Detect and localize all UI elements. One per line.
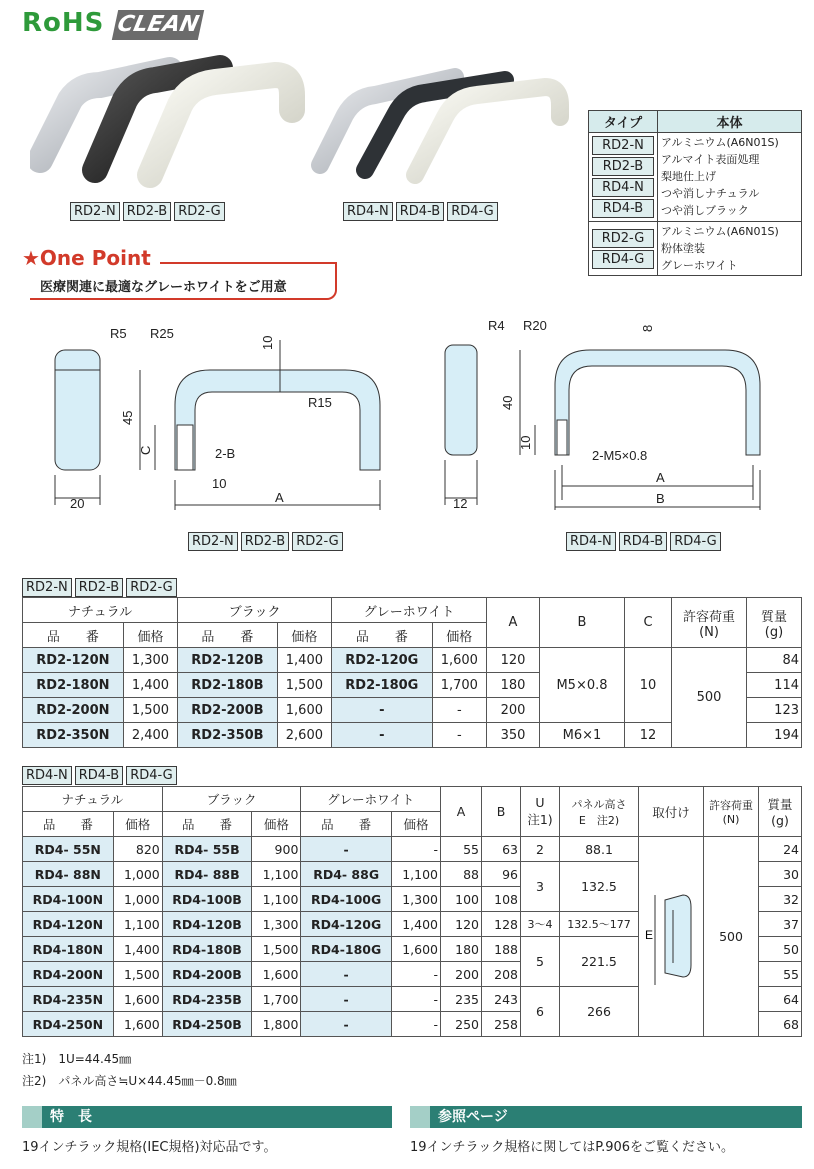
rd4-price-table <box>22 786 802 1037</box>
col-b: B <box>540 598 625 648</box>
col-load: 許容荷重 (N) <box>672 598 747 648</box>
col-a: A <box>487 598 540 648</box>
note-1: 注1) 1U=44.45㎜ <box>22 1052 132 1066</box>
rd4-drawing-labels <box>566 530 724 551</box>
col-price: 価格 <box>252 812 301 837</box>
spec-body-line: アルマイト表面処理 <box>661 153 760 166</box>
rohs-logo: RoHS <box>22 8 105 38</box>
code-label: RD2-B <box>241 532 289 551</box>
handle-mount-icon <box>643 875 699 995</box>
code-label: RD2-B <box>75 578 123 597</box>
dim-45: 45 <box>120 410 135 425</box>
table-row: RD4-250N 1,600 RD4-250B 1,800 - - 250 258 68 <box>23 1012 802 1037</box>
one-point-title: ★One Point <box>22 246 151 270</box>
rd2-product-photo <box>30 50 310 200</box>
spec-type: RD2-B <box>592 157 654 176</box>
table-row: RD4- 55N 820 RD4- 55B 900 - - 55 63 2 88.1 E 500 24 <box>23 837 802 862</box>
rd2-drawing-labels <box>188 530 346 551</box>
dim-m5: 2-M5×0.8 <box>592 448 648 463</box>
col-price: 価格 <box>391 812 440 837</box>
spec-type: RD2-N <box>592 136 654 155</box>
spec-type: RD4-G <box>592 250 654 269</box>
col-price: 価格 <box>123 623 177 648</box>
col-price: 価格 <box>277 623 331 648</box>
code-label: RD4-G <box>447 202 498 221</box>
rd2-front-view <box>175 370 380 470</box>
dim-10: 10 <box>260 335 275 350</box>
dim-2b: 2-B <box>215 446 236 461</box>
code-label: RD2-N <box>188 532 238 551</box>
rd2-price-table <box>22 597 802 748</box>
code-label: RD4-N <box>22 766 72 785</box>
col-u: U 注1) <box>521 787 560 837</box>
table-row: RD2-350N 2,400 RD2-350B 2,600 - - 350 M6×1 12 194 <box>23 723 802 748</box>
features-text: 19インチラック規格(IEC規格)対応品です。 <box>22 1140 277 1155</box>
dim-r15: R15 <box>308 395 332 410</box>
spec-type: RD4-B <box>592 199 654 218</box>
table-row: RD4-120N 1,100 RD4-120B 1,300 RD4-120G 1,400 120 128 3～4 132.5～177 37 <box>23 912 802 937</box>
clean-logo: CLEAN <box>112 10 204 40</box>
col-a: A <box>441 787 482 837</box>
rd4-product-photo <box>305 55 575 195</box>
table-row: RD2-180N 1,400 RD2-180B 1,500 RD2-180G 1,700 180 114 <box>23 673 802 698</box>
table-row: RD4-100N 1,000 RD4-100B 1,100 RD4-100G 1,300 100 108 32 <box>23 887 802 912</box>
mount-diagram <box>639 837 704 1037</box>
col-grey: グレーホワイト <box>332 598 487 623</box>
material-spec-table <box>588 110 802 276</box>
col-price: 価格 <box>432 623 486 648</box>
col-pn: 品 番 <box>23 812 114 837</box>
rd4-side-view <box>445 345 477 455</box>
dim-c: C <box>138 445 153 455</box>
rd4-front-view <box>555 350 760 455</box>
spec-body-line: 梨地仕上げ <box>661 170 716 183</box>
code-label: RD2-N <box>70 202 120 221</box>
dim-r5: R5 <box>110 326 127 341</box>
rd4-table-labels <box>22 764 180 785</box>
col-black: ブラック <box>178 598 332 623</box>
col-pn: 品 番 <box>178 623 278 648</box>
code-label: RD4-G <box>670 532 721 551</box>
spec-body-line: 粉体塗装 <box>661 242 705 255</box>
code-label: RD4-B <box>619 532 667 551</box>
dim-12: 12 <box>453 496 468 511</box>
dim-8: 8 <box>640 324 655 332</box>
code-label: RD4-N <box>343 202 393 221</box>
table-row: RD4- 88N 1,000 RD4- 88B 1,100 RD4- 88G 1,100 88 96 3 132.5 30 <box>23 862 802 887</box>
reference-header: 参照ページ <box>410 1106 802 1128</box>
col-mount: 取付け <box>639 787 704 837</box>
dim-r20: R20 <box>523 318 547 333</box>
code-label: RD4-N <box>566 532 616 551</box>
col-pn: 品 番 <box>301 812 391 837</box>
table-row: RD2-200N 1,500 RD2-200B 1,600 - - 200 123 <box>23 698 802 723</box>
dim-20: 20 <box>70 496 85 511</box>
code-label: RD4-B <box>396 202 444 221</box>
code-label: RD2-N <box>22 578 72 597</box>
code-label: RD4-B <box>75 766 123 785</box>
dim-a: A <box>656 470 665 485</box>
spec-header-body: 本体 <box>658 111 802 133</box>
dim-40: 40 <box>500 395 515 410</box>
col-mass: 質量 (g) <box>759 787 802 837</box>
features-header: 特 長 <box>22 1106 392 1128</box>
dim-10-bottom: 10 <box>212 476 227 491</box>
col-panel: パネル高さ E 注2) <box>560 787 639 837</box>
col-grey: グレーホワイト <box>301 787 441 812</box>
rd4-dimension-drawing <box>420 310 780 520</box>
col-pn: 品 番 <box>162 812 252 837</box>
rd2-dimension-drawing <box>40 320 410 530</box>
spec-header-type: タイプ <box>589 111 658 133</box>
dim-10: 10 <box>518 435 533 450</box>
spec-body-line: つや消しナチュラル <box>661 187 760 200</box>
spec-body-line: つや消しブラック <box>661 204 749 217</box>
col-b: B <box>482 787 521 837</box>
table-row: RD2-120N 1,300 RD2-120B 1,400 RD2-120G 1,600 120 M5×0.8 10 500 84 <box>23 648 802 673</box>
spec-body-line: アルミニウム(A6N01S) <box>661 225 779 238</box>
svg-text:E: E <box>645 928 654 942</box>
col-black: ブラック <box>162 787 301 812</box>
rd2-photo-labels <box>70 200 228 221</box>
col-natural: ナチュラル <box>23 787 163 812</box>
spec-type: RD4-N <box>592 178 654 197</box>
table-row: RD4-200N 1,500 RD4-200B 1,600 - - 200 208 55 <box>23 962 802 987</box>
col-c: C <box>625 598 672 648</box>
dim-a: A <box>275 490 284 505</box>
spec-type: RD2-G <box>592 229 654 248</box>
col-price: 価格 <box>113 812 162 837</box>
code-label: RD2-G <box>126 578 177 597</box>
col-pn: 品 番 <box>23 623 124 648</box>
col-pn: 品 番 <box>332 623 433 648</box>
note-2: 注2) パネル高さ≒U×44.45㎜－0.8㎜ <box>22 1074 237 1088</box>
code-label: RD4-G <box>126 766 177 785</box>
dim-r4: R4 <box>488 318 505 333</box>
table-row: RD4-235N 1,600 RD4-235B 1,700 - - 235 243 6 266 64 <box>23 987 802 1012</box>
table-row: RD4-180N 1,400 RD4-180B 1,500 RD4-180G 1,600 180 188 5 221.5 50 <box>23 937 802 962</box>
dim-r25: R25 <box>150 326 174 341</box>
one-point-text: 医療関連に最適なグレーホワイトをご用意 <box>40 280 287 295</box>
code-label: RD2-G <box>174 202 225 221</box>
spec-body-line: グレーホワイト <box>661 259 738 272</box>
rd4-photo-labels <box>343 200 501 221</box>
dim-b: B <box>656 491 665 506</box>
code-label: RD2-G <box>292 532 343 551</box>
spec-body-line: アルミニウム(A6N01S) <box>661 136 779 149</box>
col-natural: ナチュラル <box>23 598 178 623</box>
rd2-side-view <box>55 350 100 470</box>
col-load: 許容荷重 (N) <box>704 787 759 837</box>
rd2-table-labels <box>22 576 180 597</box>
reference-text: 19インチラック規格に関してはP.906をご覧ください。 <box>410 1140 735 1155</box>
code-label: RD2-B <box>123 202 171 221</box>
col-mass: 質量 (g) <box>747 598 802 648</box>
